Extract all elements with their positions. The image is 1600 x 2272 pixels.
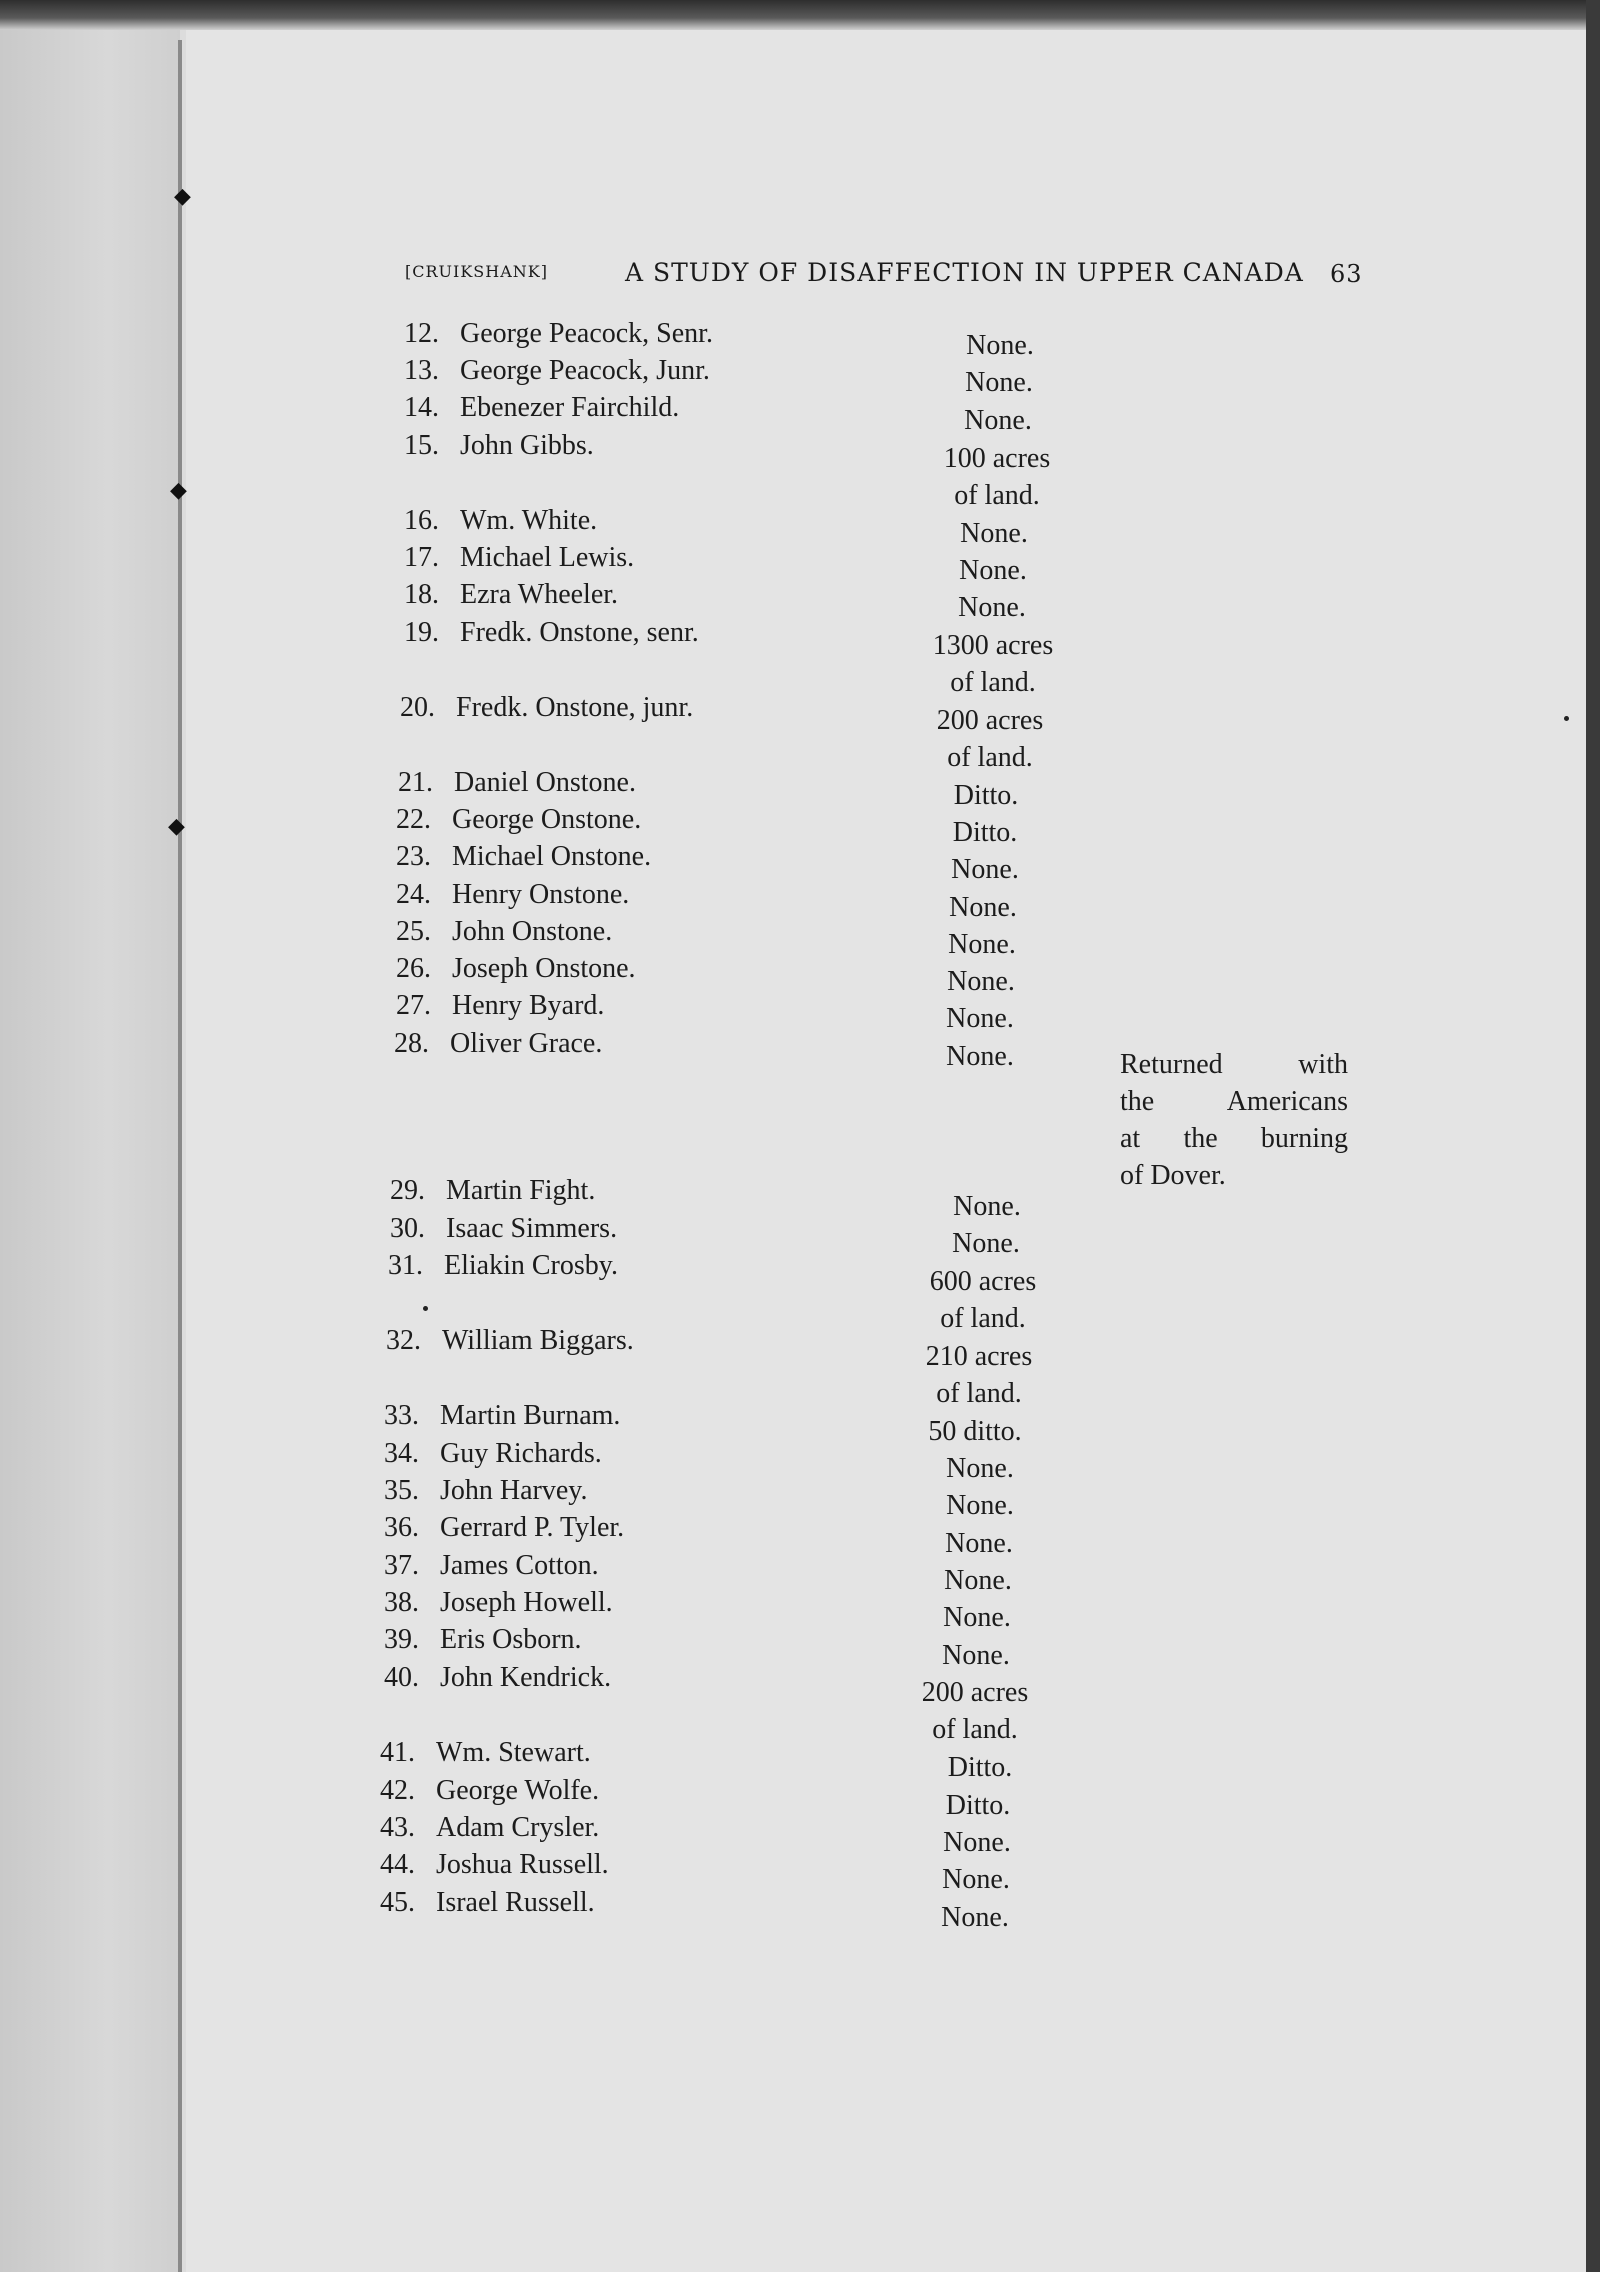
entry-property: None. [943, 1827, 1011, 1858]
entry-property: None. [966, 330, 1034, 361]
entry-number: 40. [384, 1662, 419, 1693]
entry-property: Ditto. [952, 817, 1018, 848]
list-entry [380, 1812, 599, 1844]
entry-name: Henry Onstone. [452, 879, 630, 910]
list-entry [384, 1550, 599, 1582]
entry-property-cont: of land. [954, 480, 1040, 511]
list-entry [380, 1849, 609, 1881]
entry-number: 41. [380, 1737, 415, 1768]
entry-property: None. [948, 929, 1016, 960]
entry-name: Eris Osborn. [440, 1624, 582, 1655]
entry-property: None. [942, 1640, 1010, 1671]
entry-property-cont: of land. [936, 1378, 1022, 1409]
entry-name: John Gibbs. [460, 430, 594, 461]
entry-name: Michael Lewis. [460, 542, 635, 573]
speck [1564, 716, 1569, 721]
list-entry [380, 1775, 599, 1807]
entry-property-cont: of land. [950, 667, 1036, 698]
entry-property: None. [944, 1565, 1012, 1596]
entry-number: 38. [384, 1587, 419, 1618]
entry-property: None. [941, 1902, 1009, 1933]
entry-property: None. [943, 1602, 1011, 1633]
entry-property: None. [946, 1003, 1014, 1034]
entry-number: 44. [380, 1849, 415, 1880]
list-entry [404, 355, 710, 387]
entry-name: Isaac Simmers. [446, 1213, 618, 1244]
page-number: 63 [1330, 260, 1363, 288]
entry-number: 16. [404, 505, 439, 536]
note-line: the Americans [1120, 1086, 1348, 1117]
note-line: Returned with [1120, 1049, 1348, 1080]
entry-name: Henry Byard. [452, 990, 605, 1021]
running-title: A STUDY OF DISAFFECTION IN UPPER CANADA [625, 258, 1304, 287]
entry-number: 27. [396, 990, 431, 1021]
entry-property: None. [945, 1528, 1013, 1559]
entry-name: Wm. White. [460, 505, 598, 536]
entry-name: Martin Fight. [446, 1175, 596, 1206]
list-entry [404, 542, 634, 574]
scan-top-edge [0, 0, 1600, 30]
entry-number: 30. [390, 1213, 425, 1244]
entry-number: 39. [384, 1624, 419, 1655]
margin-note [1120, 1046, 1348, 1194]
entry-property: Ditto. [953, 780, 1019, 811]
entry-property-cont: of land. [940, 1303, 1026, 1334]
entry-property-cont: of land. [947, 742, 1033, 773]
entry-name: Adam Crysler. [436, 1812, 600, 1843]
entry-name: Joseph Onstone. [452, 953, 636, 984]
list-entry [380, 1737, 591, 1769]
entry-name: Michael Onstone. [452, 841, 652, 872]
entry-name: George Onstone. [452, 804, 642, 835]
entry-name: John Onstone. [452, 916, 613, 947]
list-entry [390, 1213, 617, 1245]
list-entry [388, 1250, 618, 1282]
entry-name: Fredk. Onstone, junr. [456, 692, 694, 723]
entry-name: John Kendrick. [440, 1662, 612, 1693]
entry-number: 42. [380, 1775, 415, 1806]
list-entry [384, 1662, 611, 1694]
entry-property: 50 ditto. [928, 1416, 1022, 1447]
entry-property: 200 acres [936, 705, 1044, 736]
list-entry [404, 392, 679, 424]
entry-number: 24. [396, 879, 431, 910]
entry-property: None. [946, 1490, 1014, 1521]
list-entry [384, 1400, 620, 1432]
list-entry [386, 1325, 634, 1357]
list-entry [396, 990, 604, 1022]
entry-number: 36. [384, 1512, 419, 1543]
entry-number: 34. [384, 1438, 419, 1469]
entry-name: John Harvey. [440, 1475, 588, 1506]
entry-number: 21. [398, 767, 433, 798]
entry-name: Joseph Howell. [440, 1587, 613, 1618]
entry-property: None. [960, 518, 1028, 549]
list-entry [404, 579, 618, 611]
list-entry [390, 1175, 595, 1207]
entry-name: Israel Russell. [436, 1887, 595, 1918]
entry-name: Eliakin Crosby. [444, 1250, 618, 1281]
entry-number: 15. [404, 430, 439, 461]
list-entry [400, 692, 693, 724]
entry-name: Ezra Wheeler. [460, 579, 619, 610]
entry-name: Wm. Stewart. [436, 1737, 591, 1768]
entry-number: 14. [404, 392, 439, 423]
entry-name: George Peacock, Senr. [460, 318, 713, 349]
entry-name: George Wolfe. [436, 1775, 600, 1806]
list-entry [396, 879, 629, 911]
entry-name: George Peacock, Junr. [460, 355, 710, 386]
entry-property: 1300 acres [932, 630, 1054, 661]
entry-name: Guy Richards. [440, 1438, 602, 1469]
entry-number: 37. [384, 1550, 419, 1581]
list-entry [384, 1475, 587, 1507]
entry-property: 210 acres [925, 1341, 1033, 1372]
note-line: at the burning [1120, 1123, 1348, 1154]
entry-name: Gerrard P. Tyler. [440, 1512, 625, 1543]
list-entry [384, 1512, 624, 1544]
entry-number: 12. [404, 318, 439, 349]
entry-number: 33. [384, 1400, 419, 1431]
entry-number: 45. [380, 1887, 415, 1918]
entry-name: Oliver Grace. [450, 1028, 603, 1059]
note-line: of Dover. [1120, 1160, 1226, 1191]
entry-property: Ditto. [947, 1752, 1013, 1783]
entry-property: 600 acres [929, 1266, 1037, 1297]
scan-right-edge [1586, 0, 1600, 2272]
entry-property: None. [946, 1453, 1014, 1484]
list-entry [404, 318, 713, 350]
list-entry [384, 1624, 582, 1656]
list-entry [396, 953, 636, 985]
entry-property: None. [951, 854, 1019, 885]
entry-property: None. [947, 966, 1015, 997]
entry-property: None. [949, 892, 1017, 923]
entry-name: Joshua Russell. [436, 1849, 609, 1880]
entry-name: James Cotton. [440, 1550, 599, 1581]
speck [423, 1306, 428, 1311]
entry-property: None. [958, 592, 1026, 623]
list-entry [398, 767, 636, 799]
entry-property: None. [964, 405, 1032, 436]
entry-name: Daniel Onstone. [454, 767, 636, 798]
entry-property-cont: of land. [932, 1714, 1018, 1745]
list-entry [404, 505, 597, 537]
entry-number: 20. [400, 692, 435, 723]
binding-gutter [178, 40, 182, 2272]
entry-number: 18. [404, 579, 439, 610]
entry-number: 19. [404, 617, 439, 648]
entry-property: None. [965, 367, 1033, 398]
list-entry [384, 1438, 602, 1470]
list-entry [396, 916, 612, 948]
entry-number: 32. [386, 1325, 421, 1356]
binding-mark: ◆ [174, 184, 191, 209]
list-entry [404, 430, 594, 462]
entry-property: None. [946, 1041, 1014, 1072]
list-entry [404, 617, 699, 649]
entry-number: 22. [396, 804, 431, 835]
previous-page-edge [0, 0, 180, 2272]
list-entry [380, 1887, 595, 1919]
entry-property: None. [953, 1191, 1021, 1222]
entry-number: 26. [396, 953, 431, 984]
entry-number: 35. [384, 1475, 419, 1506]
entry-number: 13. [404, 355, 439, 386]
binding-mark: ◆ [168, 814, 185, 839]
entry-property: 100 acres [943, 443, 1051, 474]
list-entry [394, 1028, 602, 1060]
entry-property: Ditto. [945, 1790, 1011, 1821]
entry-number: 23. [396, 841, 431, 872]
entry-name: Fredk. Onstone, senr. [460, 617, 699, 648]
entry-number: 25. [396, 916, 431, 947]
entry-property: None. [959, 555, 1027, 586]
list-entry [396, 841, 651, 873]
entry-name: William Biggars. [442, 1325, 634, 1356]
entry-number: 17. [404, 542, 439, 573]
entry-property: 200 acres [921, 1677, 1029, 1708]
entry-property: None. [942, 1864, 1010, 1895]
paper-sheet [186, 30, 1586, 2272]
entry-property: None. [952, 1228, 1020, 1259]
entry-number: 29. [390, 1175, 425, 1206]
entry-number: 31. [388, 1250, 423, 1281]
entry-name: Ebenezer Fairchild. [460, 392, 680, 423]
entry-number: 28. [394, 1028, 429, 1059]
entry-number: 43. [380, 1812, 415, 1843]
binding-mark: ◆ [170, 478, 187, 503]
list-entry [384, 1587, 613, 1619]
list-entry [396, 804, 641, 836]
entry-name: Martin Burnam. [440, 1400, 621, 1431]
author-tag: [CRUIKSHANK] [405, 262, 548, 281]
